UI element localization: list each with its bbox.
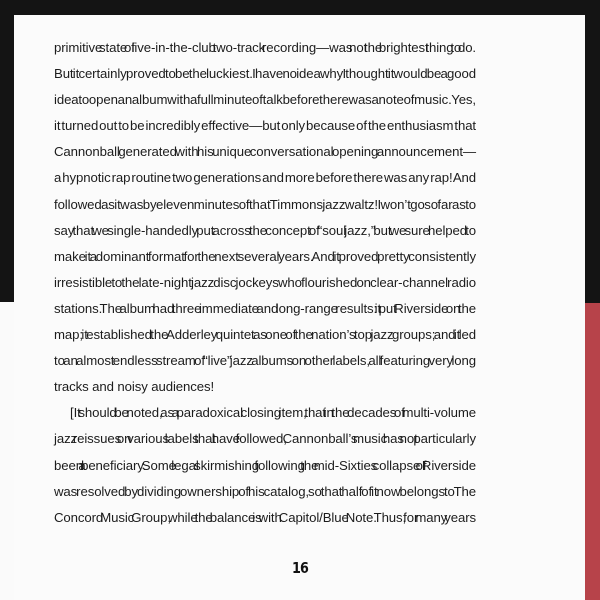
body-text <box>54 35 476 531</box>
text-line: irresistible to the late-night jazz disc jockeys who flourished on clear-channel radio <box>54 274 476 290</box>
text-line: to an almost endless stream of “live” jazz albums on other labels, all featuring very long <box>54 353 476 369</box>
text-line: Concord Music Group, while the balance is with Capitol/Blue Note. Thus, for many years <box>54 509 476 525</box>
text-line: was resolved by dividing ownership of his catalog, so that half of it now belongs to The <box>54 483 476 499</box>
text-line: jazz reissues on various labels that have followed, Cannonball’s music has not particularly <box>54 431 476 447</box>
paragraph-2 <box>54 400 476 530</box>
frame-right-border-dark <box>585 0 600 303</box>
text-line: Cannonball generated with his unique conversational opening announcement— <box>54 144 476 160</box>
frame-right-border-red <box>585 303 600 600</box>
text-line: say that we single-handedly put across the concept of “soul jazz,” but we sure helped to <box>54 222 476 238</box>
text-line: But it certainly proved to be the luckiest. I have no idea why I thought it would be a good <box>54 66 476 82</box>
text-line: a hypnotic rap routine two generations and more before there was any rap! And <box>54 170 476 186</box>
text-line: been a beneficiary. Some legal skirmishing following the mid-Sixties collapse of Riverside <box>54 457 476 473</box>
text-line: tracks and noisy audiences! <box>54 379 215 395</box>
text-line: followed as it was by eleven minutes of that Timmons jazz waltz! I won’t go so far as to <box>54 196 476 212</box>
paragraph-1 <box>54 35 476 400</box>
frame-top-border <box>0 0 600 15</box>
text-line: make it a dominant format for the next several years. And it proved pretty consistently <box>54 248 476 264</box>
page-number: 16 <box>291 559 309 577</box>
text-line: idea to open an album with a full minute of talk before there was a note of music. Yes, <box>54 92 476 108</box>
text-line: primitive state of live-in-the-club two-track recording—was not the brightest thing to do. <box>54 40 476 55</box>
text-line: it turned out to be incredibly effective—but only because of the enthusiasm that <box>54 118 476 134</box>
text-line: stations. The album had three immediate and long-range results: it put Riverside on the <box>54 300 476 316</box>
text-line: [It should be noted, as a paradoxical closing item, that in the decades of multi-volume <box>70 405 476 421</box>
text-line: map; it established the Adderley quintet as one of the nation’s top jazz groups; and it led <box>54 327 476 343</box>
frame-left-border <box>0 0 14 302</box>
